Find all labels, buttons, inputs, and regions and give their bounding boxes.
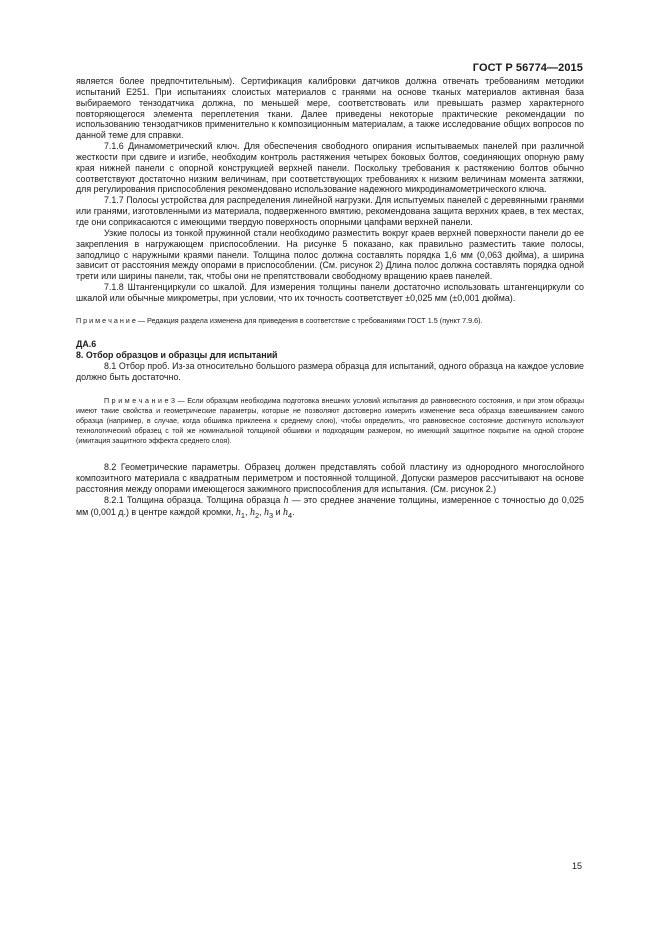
symbol-h1: h	[235, 506, 241, 518]
paragraph-7-1-8: 7.1.8 Штангенциркули со шкалой. Для измерения толщины панели достаточно использовать штангенциркули со шкалой или обычные микрометры, при условии, что их точность соответствует ±0,025 мм (±0,001 дюйма).	[76, 282, 584, 303]
paragraph-7-1-7-strips: Узкие полосы из тонкой пружинной стали необходимо разместить вокруг краев верхней поверхности панели до ее закрепления в нагружающем приспособлении. На рисунке 5 показано, как правильно разместить такие полосы, заподлицо с наружными краями панели. Толщина полос должна составлять порядка 1,6 мм (0,063 дюйма), а ширина зависит от расстояния между опорами в приспособлении. (См. рисунок 2) Длина полос должна составлять порядка одной трети или ширины панели, так, чтобы они не препятствовали свободному вращению краев панелей.	[76, 227, 584, 282]
paragraph-7-1-6: 7.1.6 Динамометрический ключ. Для обеспечения свободного опирания испытываемых панелей при различной жесткости при сдвиге и изгибе, необходим контроль растяжения четырех боковых болтов, соединяющих опорную раму края нижней панели с опорной конструкцией верхней панели. Поскольку требования к растяжению болтов обычно соответствуют достаточно низким величинам, при соответствующих требованиях к низким величинам момента затяжки, для регулирования приспособления рекомендовано использование надежного микродинамометрического ключа.	[76, 141, 584, 195]
sub-2: 2	[254, 510, 260, 520]
note-3	[76, 396, 584, 446]
page-number: 15	[571, 861, 582, 871]
note-3-label: П р и м е ч а н и е 3	[104, 396, 176, 405]
note-3-text: — Если образцам необходима подготовка внешних условий испытания до равновесного состояния, и при этом образцы имеют такие свойства и геометрические параметры, которые не позволяют достоверно измерить изменение веса образца взвешиванием самого образца (например, в случае, когда обшивка приклеена к среднему слою), чтобы определить, что равновесное состояние достигнуто используют технологический образец с той же номинальной толщиной обшивки и подходящим размером, но имеющий защитное покрытие на одной стороне (имитация защитного эффекта среднего слоя).	[76, 396, 585, 446]
section-code: ДА.6	[76, 339, 97, 350]
symbol-h4: h	[283, 506, 289, 518]
page-body	[76, 76, 584, 521]
symbol-h: h	[283, 494, 289, 506]
symbol-h3: h	[264, 506, 270, 518]
paragraph-8-2-1: 8.2.1 Толщина образца. Толщина образца h — это среднее значение толщины, измеренное с точностью до 0,025 мм (0,001 д.) в центре каждой кромки, $h_1$, $h_2$, $h_3$ и $h_4$.	[76, 494, 584, 520]
p821-and: и	[273, 506, 284, 517]
sub-1: 1	[240, 510, 246, 520]
paragraph-8-2: 8.2 Геометрические параметры. Образец должен представлять собой пластину из однородного многослойного композитного материала с квадратным периметром и постоянной толщиной. Допуски размеров рассчитывают на основе расстояния между опорами имеющегося зажимного приспособления для испытания. (См. рисунок 2.)	[76, 462, 584, 494]
note-1-label: П р и м е ч а н и е	[76, 315, 136, 325]
p821-end: .	[292, 506, 295, 517]
note-1	[76, 316, 584, 326]
note-1-text: — Редакция раздела изменена для приведения в соответствие с требованиями ГОСТ 1.5 (пункт 7.9.6).	[135, 315, 483, 325]
paragraph-8-1: 8.1 Отбор проб. Из-за относительно большого размера образца для испытаний, одного образца на каждое условие должно быть достаточно.	[76, 361, 584, 382]
p821-part-a: 8.2.1 Толщина образца. Толщина образца	[104, 494, 284, 505]
sub-3: 3	[269, 510, 274, 520]
p821-part-b: — это среднее значение толщины, измеренное с точностью до 0,025 мм (0,001 д.) в центре каждой кромки,	[76, 494, 584, 517]
paragraph-continuation: является более предпочтительным). Сертификация калибровки датчиков должна отвечать требованиям методики испытаний E251. При испытаниях слоистых материалов с гранями на основе тканых материалов активная база выбираемого тензодатчика должна, по меньшей мере, соответствовать или превышать размер характерного повторяющегося элемента переплетения ткани. Далее приведены некоторые практические рекомендации по использованию тензодатчиков применительно к композиционным материалам, а также исследование общих вопросов по данной теме для справки.	[76, 76, 584, 141]
paragraph-7-1-7: 7.1.7 Полосы устройства для распределения линейной нагрузки. Для испытуемых панелей с деревянными гранями или гранями, изготовленными из материала, подверженного вмятию, рекомендована защита верхних краев, в тех местах, где они соприкасаются с имеющими твердую поверхность опорными цапфами верхней панели.	[76, 195, 584, 227]
section-title: 8. Отбор образцов и образцы для испытаний	[76, 350, 278, 361]
sub-4: 4	[288, 510, 293, 520]
document-code-header: ГОСТ Р 56774—2015	[472, 62, 583, 74]
symbol-h2: h	[249, 506, 255, 518]
